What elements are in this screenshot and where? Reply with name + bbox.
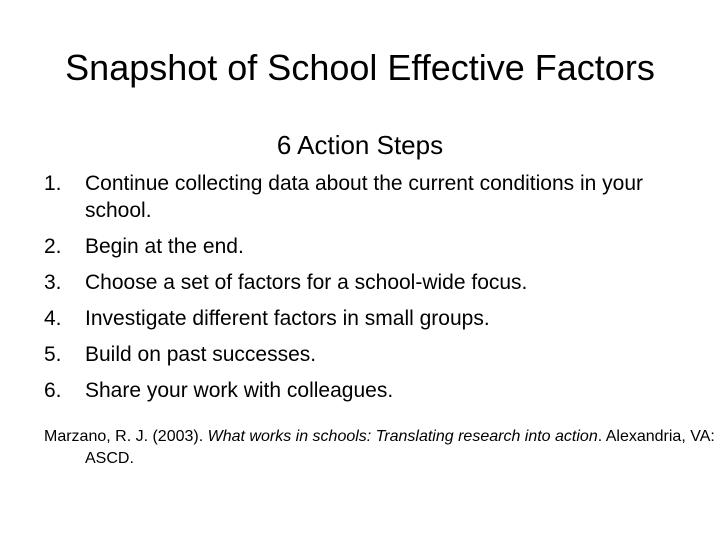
action-steps-list bbox=[44, 170, 694, 413]
list-item-number: 4. bbox=[44, 307, 62, 330]
list-item bbox=[44, 269, 694, 296]
list-item-text: Build on past successes. bbox=[85, 343, 317, 366]
list-item-text: Investigate different factors in small groups. bbox=[85, 307, 490, 330]
citation-work-title: What works in schools: Translating research into action bbox=[207, 428, 598, 445]
list-item-number: 1. bbox=[44, 172, 62, 195]
list-item-text: Begin at the end. bbox=[85, 235, 244, 258]
list-item bbox=[44, 341, 694, 368]
list-item-text: Choose a set of factors for a school-wide focus. bbox=[85, 271, 528, 294]
list-item-number: 5. bbox=[44, 343, 62, 366]
list-item bbox=[44, 170, 694, 224]
citation-author-year: Marzano, R. J. (2003). bbox=[44, 428, 208, 445]
citation-publisher: . Alexandria, VA: ASCD. bbox=[85, 428, 715, 467]
list-item-text: Continue collecting data about the current conditions in your school. bbox=[85, 172, 644, 222]
list-item bbox=[44, 233, 694, 260]
list-item-number: 6. bbox=[44, 379, 62, 402]
slide-subtitle: 6 Action Steps bbox=[276, 130, 444, 160]
list-item-number: 3. bbox=[44, 271, 62, 294]
slide-title: Snapshot of School Effective Factors bbox=[65, 47, 655, 88]
list-item-number: 2. bbox=[44, 235, 62, 258]
list-item-text: Share your work with colleagues. bbox=[85, 379, 394, 402]
list-item bbox=[44, 377, 694, 404]
list-item bbox=[44, 305, 694, 332]
citation bbox=[44, 426, 720, 470]
